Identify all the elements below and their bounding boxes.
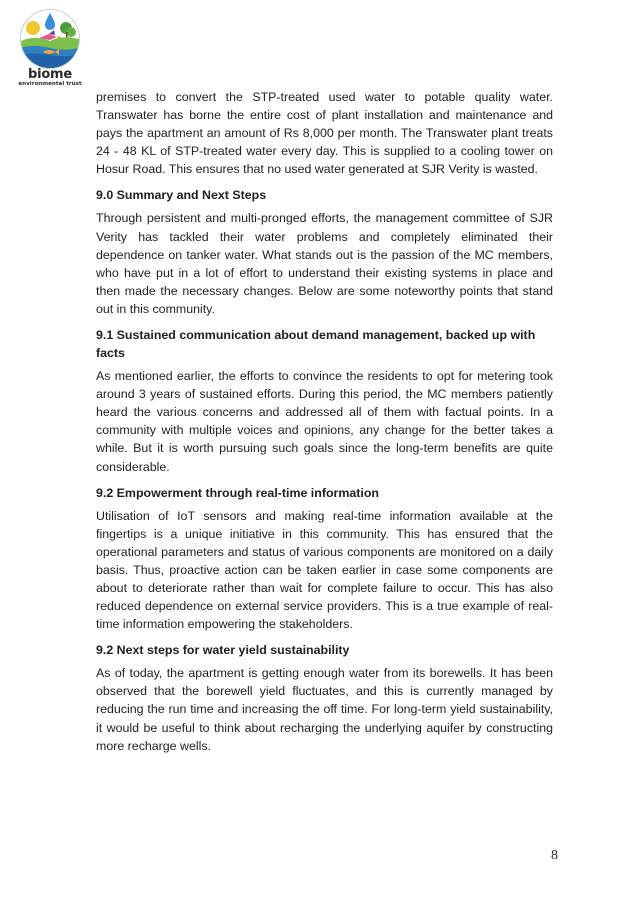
page-number: 8 xyxy=(551,848,558,863)
section-heading-summary: 9.0 Summary and Next Steps xyxy=(96,188,267,203)
section-heading-communication: 9.1 Sustained communication about demand management, backed up with facts xyxy=(96,328,536,361)
section-heading-empowerment: 9.2 Empowerment through real-time information xyxy=(96,485,379,500)
section-body-next-steps: As of today, the apartment is getting enough water from its borewells. It has been observed that the borewell yield fluctuates, and this is currently managed by reducing the run time and increasing the off time. For long-term yield sustainability, it would be useful to think about recharging the underlying aquifer by constructing more recharge wells. xyxy=(96,666,553,753)
section-body-communication: As mentioned earlier, the efforts to convince the residents to opt for metering took around 3 years of sustained efforts. During this period, the MC members patiently heard the various concerns and addressed all of them with factual points. In a community with multiple voices and opinions, any change for the better takes a while. But it is worth pursuing such goals since the long-term benefits are quite considerable. xyxy=(96,369,553,474)
biome-logo xyxy=(14,8,86,90)
logo-subtitle: environmental trust xyxy=(18,81,82,87)
logo-wordmark: biome xyxy=(27,67,73,82)
section-body-summary: Through persistent and multi-pronged efforts, the management committee of SJR Verity has tackled their water problems and completely eliminated their dependence on tanker water. What stands out is the passion of the MC members, who have put in a lot of effort to understand their existing systems in place and then made the necessary changes. Below are some noteworthy points that stand out in this community. xyxy=(96,211,553,316)
section-heading-next-steps: 9.2 Next steps for water yield sustainability xyxy=(96,643,350,658)
section-body-empowerment: Utilisation of IoT sensors and making real-time information available at the fingertips is a unique initiative in this community. This has ensured that the operational parameters and status of various components are monitored on a daily basis. Thus, proactive action can be taken earlier in case some components are about to deteriorate rather than wait for complete failure to occur. This has also reduced dependence on external service providers. This is a true example of real-time information empowering the stakeholders. xyxy=(96,508,553,632)
biome-emblem-icon xyxy=(19,8,81,70)
intro-paragraph: premises to convert the STP-treated used water to potable quality water. Transwater has borne the entire cost of plant installation and maintenance and pays the apartment an amount of Rs 8,000 per month. The Transwater plant treats 24 - 48 KL of STP-treated water every day. This is supplied to a cooling tower on Hosur Road. This ensures that no used water generated at SJR Verity is wasted. xyxy=(96,90,553,177)
document-body xyxy=(96,88,553,762)
